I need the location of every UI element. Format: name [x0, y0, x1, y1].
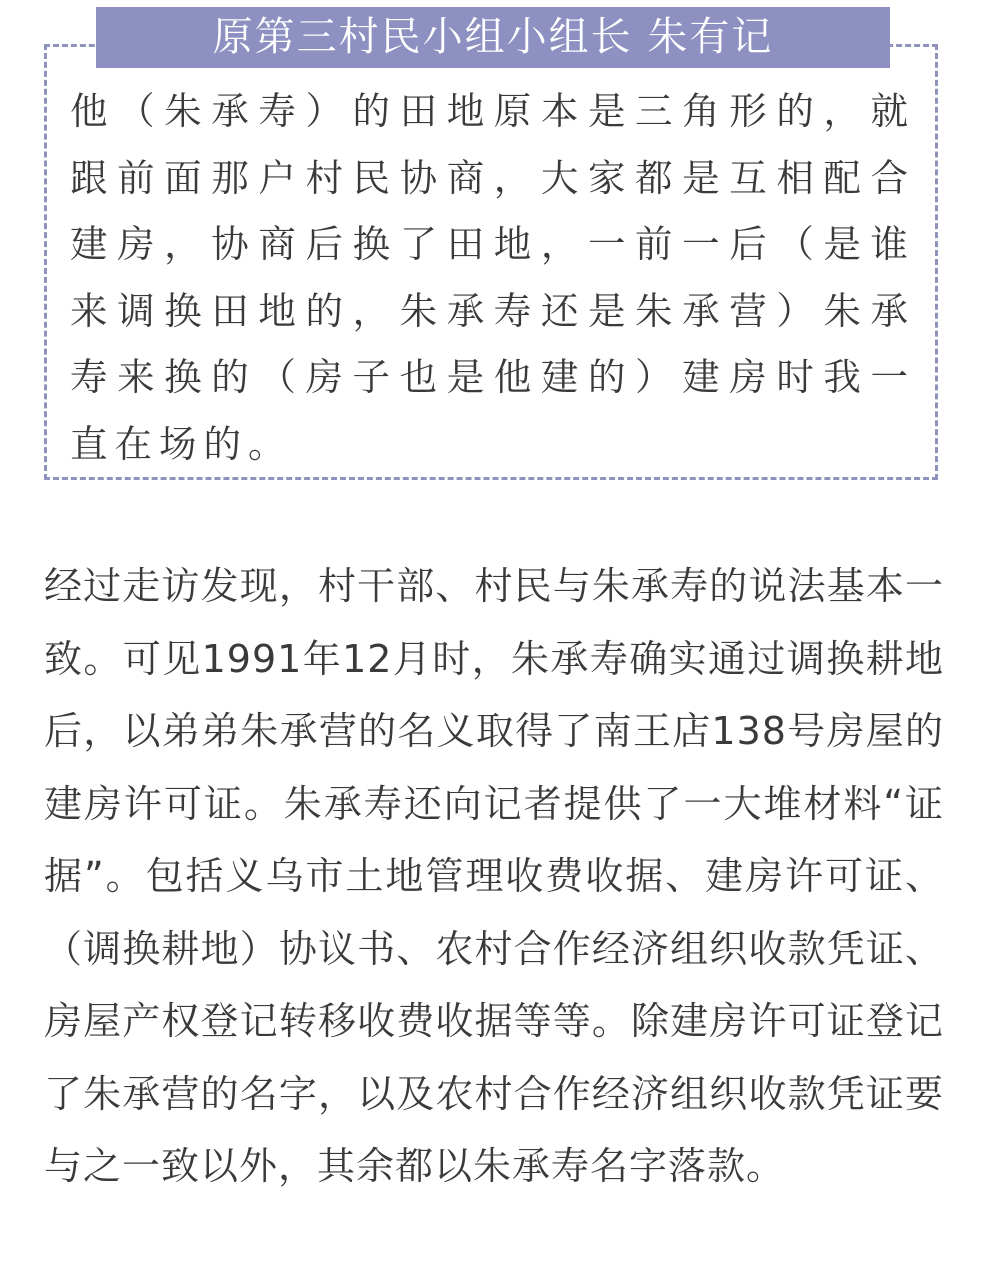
quote-text: 他（朱承寿）的田地原本是三角形的，就跟前面那户村民协商，大家都是互相配合建房，协商后换了田地，一前一后（是谁来调换田地的，朱承寿还是朱承营）朱承寿来换的（房子也是他建的）建房时我一直在场的。	[70, 89, 915, 466]
quote-speaker-title: 原第三村民小组小组长 朱有记	[96, 7, 890, 68]
article-paragraph: 经过走访发现，村干部、村民与朱承寿的说法基本一致。可见1991年12月时，朱承寿确实通过调换耕地后，以弟弟朱承营的名义取得了南王店138号房屋的建房许可证。朱承寿还向记者提供了一大堆材料“证据”。包括义乌市土地管理收费收据、建房许可证、（调换耕地）协议书、农村合作经济组织收款凭证、房屋产权登记转移收费收据等等。除建房许可证登记了朱承营的名字，以及农村合作经济组织收款凭证要与之一致以外，其余都以朱承寿名字落款。	[44, 564, 944, 1188]
